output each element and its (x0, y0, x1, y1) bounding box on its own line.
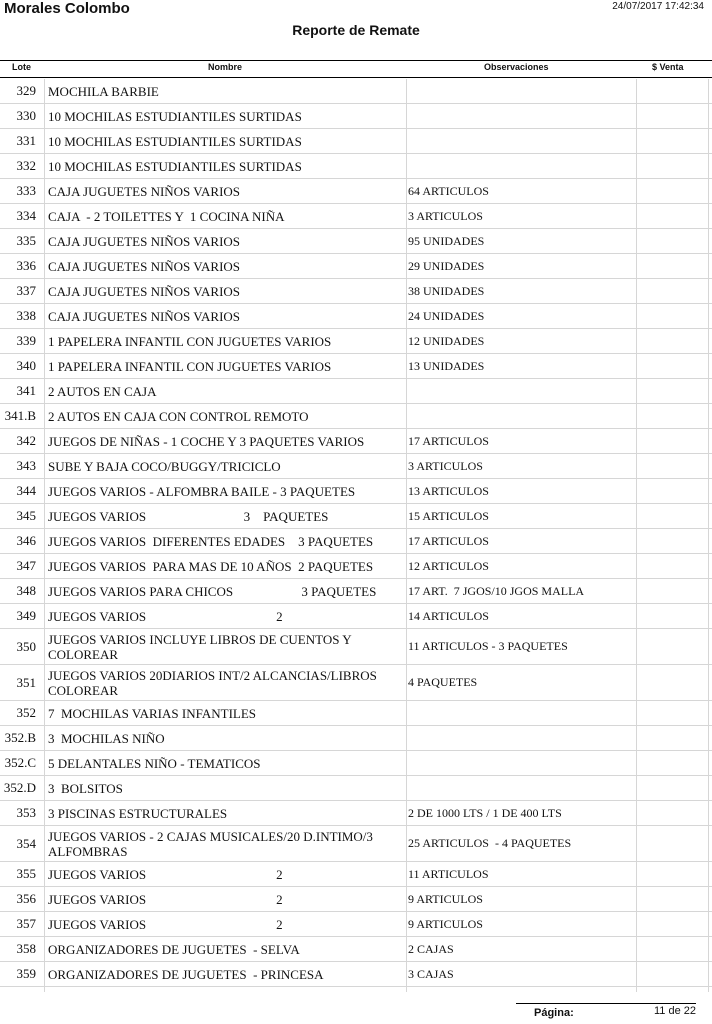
item-observations (408, 104, 636, 128)
item-observations: 11 ARTICULOS (408, 866, 489, 881)
item-name: ORGANIZADORES DE JUGUETES - PRINCESA (48, 966, 324, 982)
item-name: 3 BOLSITOS (48, 780, 123, 796)
sale-price (638, 801, 710, 825)
item-observations: 9 ARTICULOS (408, 891, 483, 906)
item-name: JUEGOS VARIOS DIFERENTES EDADES 3 PAQUETES (48, 533, 374, 549)
auction-table (0, 79, 712, 987)
table-row (0, 912, 712, 937)
sale-price (638, 887, 710, 911)
item-name: JUEGOS VARIOS - 2 CAJAS MUSICALES/20 D.INTIMO/3 ALFOMBRAS (48, 828, 373, 859)
item-observations: 15 ARTICULOS (408, 508, 489, 523)
lot-number: 345 (16, 508, 36, 523)
lot-number: 357 (16, 916, 36, 931)
lot-number: 352.C (4, 755, 36, 770)
item-observations: 13 UNIDADES (408, 358, 485, 373)
table-row (0, 229, 712, 254)
table-row (0, 304, 712, 329)
report-title: Reporte de Remate (292, 22, 420, 38)
item-observations (408, 404, 636, 428)
item-observations (408, 701, 636, 725)
sale-price (638, 154, 710, 178)
table-row (0, 629, 712, 665)
table-row (0, 529, 712, 554)
table-row (0, 179, 712, 204)
header-top-rule (0, 60, 712, 61)
item-observations: 17 ARTICULOS (408, 533, 489, 548)
sale-price (638, 665, 710, 700)
table-row (0, 504, 712, 529)
sale-price (638, 554, 710, 578)
table-row (0, 862, 712, 887)
lot-number: 348 (16, 583, 36, 598)
table-row (0, 154, 712, 179)
lot-number: 340 (16, 358, 36, 373)
table-row (0, 204, 712, 229)
item-name: 7 MOCHILAS VARIAS INFANTILES (48, 705, 257, 721)
sale-price (638, 479, 710, 503)
lot-number: 356 (16, 891, 36, 906)
lot-number: 339 (16, 333, 36, 348)
lot-number: 355 (16, 866, 36, 881)
item-name: CAJA JUGUETES NIÑOS VARIOS (48, 183, 241, 199)
item-name: 1 PAPELERA INFANTIL CON JUGUETES VARIOS (48, 333, 332, 349)
table-row (0, 801, 712, 826)
item-observations: 25 ARTICULOS - 4 PAQUETES (408, 836, 572, 850)
sale-price (638, 79, 710, 103)
lot-number: 335 (16, 233, 36, 248)
item-name: JUEGOS VARIOS 2 (48, 608, 283, 624)
item-name: 2 AUTOS EN CAJA CON CONTROL REMOTO (48, 408, 309, 424)
sale-price (638, 354, 710, 378)
lot-number: 341 (16, 383, 36, 398)
item-name: JUEGOS VARIOS INCLUYE LIBROS DE CUENTOS Y COLOREAR (48, 631, 352, 662)
item-observations: 38 UNIDADES (408, 283, 485, 298)
sale-price (638, 826, 710, 861)
lot-number: 336 (16, 258, 36, 273)
header-bottom-rule (0, 77, 712, 78)
item-observations: 3 CAJAS (408, 966, 454, 981)
column-divider (406, 79, 407, 992)
item-name: 10 MOCHILAS ESTUDIANTILES SURTIDAS (48, 158, 302, 174)
table-row (0, 279, 712, 304)
sale-price (638, 229, 710, 253)
sale-price (638, 579, 710, 603)
item-name: 2 AUTOS EN CAJA (48, 383, 157, 399)
page-number: 11 de 22 (653, 1005, 696, 1017)
item-name: JUEGOS VARIOS PARA MAS DE 10 AÑOS 2 PAQUETES (48, 558, 374, 574)
table-row (0, 129, 712, 154)
lot-number: 352.D (3, 780, 36, 795)
sale-price (638, 751, 710, 775)
company-name: Morales Colombo (4, 0, 130, 17)
item-name: JUEGOS DE NIÑAS - 1 COCHE Y 3 PAQUETES VARIOS (48, 433, 365, 449)
sale-price (638, 279, 710, 303)
table-row (0, 887, 712, 912)
lot-number: 337 (16, 283, 36, 298)
item-observations (408, 154, 636, 178)
item-observations (408, 79, 636, 103)
lot-number: 347 (16, 558, 36, 573)
lot-number: 349 (16, 608, 36, 623)
item-name: MOCHILA BARBIE (48, 83, 159, 99)
table-row (0, 354, 712, 379)
lot-number: 358 (16, 941, 36, 956)
item-name: 5 DELANTALES NIÑO - TEMATICOS (48, 755, 261, 771)
item-observations: 17 ART. 7 JGOS/10 JGOS MALLA (408, 583, 585, 598)
item-observations: 11 ARTICULOS - 3 PAQUETES (408, 639, 568, 653)
sale-price (638, 204, 710, 228)
lot-number: 352.B (4, 730, 36, 745)
sale-price (638, 726, 710, 750)
sale-price (638, 937, 710, 961)
footer-rule (516, 1003, 696, 1004)
lot-number: 351 (16, 674, 36, 690)
sale-price (638, 304, 710, 328)
column-header-nombre: Nombre (208, 62, 243, 72)
lot-number: 352 (16, 705, 36, 720)
item-observations: 2 CAJAS (408, 941, 454, 956)
item-observations: 9 ARTICULOS (408, 916, 483, 931)
item-observations (408, 726, 636, 750)
item-name: 3 MOCHILAS NIÑO (48, 730, 165, 746)
table-row (0, 254, 712, 279)
sale-price (638, 254, 710, 278)
table-row (0, 454, 712, 479)
lot-number: 344 (16, 483, 36, 498)
table-row (0, 554, 712, 579)
sale-price (638, 129, 710, 153)
table-row (0, 479, 712, 504)
sale-price (638, 379, 710, 403)
table-row (0, 776, 712, 801)
table-row (0, 429, 712, 454)
item-name: 1 PAPELERA INFANTIL CON JUGUETES VARIOS (48, 358, 332, 374)
column-divider (44, 79, 45, 992)
sale-price (638, 329, 710, 353)
sale-price (638, 104, 710, 128)
lot-number: 343 (16, 458, 36, 473)
sale-price (638, 701, 710, 725)
report-datetime: 24/07/2017 17:42:34 (612, 1, 704, 12)
item-observations: 4 PAQUETES (408, 675, 478, 689)
item-observations: 64 ARTICULOS (408, 183, 489, 198)
item-name: CAJA JUGUETES NIÑOS VARIOS (48, 283, 241, 299)
lot-number: 353 (16, 805, 36, 820)
item-observations: 14 ARTICULOS (408, 608, 489, 623)
table-row (0, 751, 712, 776)
lot-number: 350 (16, 638, 36, 654)
sale-price (638, 629, 710, 664)
item-observations: 12 ARTICULOS (408, 558, 489, 573)
item-name: SUBE Y BAJA COCO/BUGGY/TRICICLO (48, 458, 281, 474)
column-divider (708, 79, 709, 992)
item-name: CAJA JUGUETES NIÑOS VARIOS (48, 308, 241, 324)
item-observations (408, 379, 636, 403)
table-row (0, 579, 712, 604)
table-row (0, 937, 712, 962)
item-observations: 17 ARTICULOS (408, 433, 489, 448)
item-observations: 13 ARTICULOS (408, 483, 489, 498)
column-header-observaciones: Observaciones (484, 62, 549, 72)
table-row (0, 701, 712, 726)
column-divider (636, 79, 637, 992)
lot-number: 334 (16, 208, 36, 223)
table-row (0, 726, 712, 751)
item-name: CAJA JUGUETES NIÑOS VARIOS (48, 258, 241, 274)
item-name: JUEGOS VARIOS 2 (48, 866, 283, 882)
item-observations: 3 ARTICULOS (408, 208, 483, 223)
sale-price (638, 429, 710, 453)
sale-price (638, 776, 710, 800)
lot-number: 359 (16, 966, 36, 981)
lot-number: 330 (16, 108, 36, 123)
item-name: CAJA JUGUETES NIÑOS VARIOS (48, 233, 241, 249)
sale-price (638, 454, 710, 478)
item-observations (408, 751, 636, 775)
item-name: 10 MOCHILAS ESTUDIANTILES SURTIDAS (48, 133, 302, 149)
column-header-lote: Lote (12, 62, 31, 72)
item-name: JUEGOS VARIOS - ALFOMBRA BAILE - 3 PAQUETES (48, 483, 356, 499)
item-name: ORGANIZADORES DE JUGUETES - SELVA (48, 941, 300, 957)
item-name: 3 PISCINAS ESTRUCTURALES (48, 805, 228, 821)
item-name: JUEGOS VARIOS PARA CHICOS 3 PAQUETES (48, 583, 377, 599)
lot-number: 338 (16, 308, 36, 323)
item-observations: 95 UNIDADES (408, 233, 485, 248)
lot-number: 329 (16, 83, 36, 98)
item-observations: 12 UNIDADES (408, 333, 485, 348)
sale-price (638, 179, 710, 203)
lot-number: 346 (16, 533, 36, 548)
table-row (0, 962, 712, 987)
item-name: CAJA - 2 TOILETTES Y 1 COCINA NIÑA (48, 208, 285, 224)
item-name: 10 MOCHILAS ESTUDIANTILES SURTIDAS (48, 108, 302, 124)
table-row (0, 104, 712, 129)
item-observations: 3 ARTICULOS (408, 458, 483, 473)
lot-number: 342 (16, 433, 36, 448)
sale-price (638, 962, 710, 986)
column-header-venta: $ Venta (652, 62, 684, 72)
item-name: JUEGOS VARIOS 2 (48, 916, 283, 932)
item-name: JUEGOS VARIOS 20DIARIOS INT/2 ALCANCIAS/LIBROS COLOREAR (48, 667, 377, 698)
table-row (0, 379, 712, 404)
lot-number: 333 (16, 183, 36, 198)
item-observations (408, 129, 636, 153)
table-row (0, 665, 712, 701)
table-row (0, 79, 712, 104)
item-observations: 2 DE 1000 LTS / 1 DE 400 LTS (408, 805, 562, 820)
sale-price (638, 504, 710, 528)
table-row (0, 404, 712, 429)
sale-price (638, 604, 710, 628)
item-name: JUEGOS VARIOS 2 (48, 891, 283, 907)
page-label: Página: (534, 1007, 574, 1019)
table-row (0, 604, 712, 629)
lot-number: 341.B (4, 408, 36, 423)
item-name: JUEGOS VARIOS 3 PAQUETES (48, 508, 329, 524)
item-observations: 24 UNIDADES (408, 308, 485, 323)
sale-price (638, 862, 710, 886)
table-row (0, 329, 712, 354)
sale-price (638, 529, 710, 553)
item-observations (408, 776, 636, 800)
lot-number: 331 (16, 133, 36, 148)
lot-number: 332 (16, 158, 36, 173)
lot-number: 354 (16, 835, 36, 851)
sale-price (638, 404, 710, 428)
item-observations: 29 UNIDADES (408, 258, 485, 273)
sale-price (638, 912, 710, 936)
table-row (0, 826, 712, 862)
